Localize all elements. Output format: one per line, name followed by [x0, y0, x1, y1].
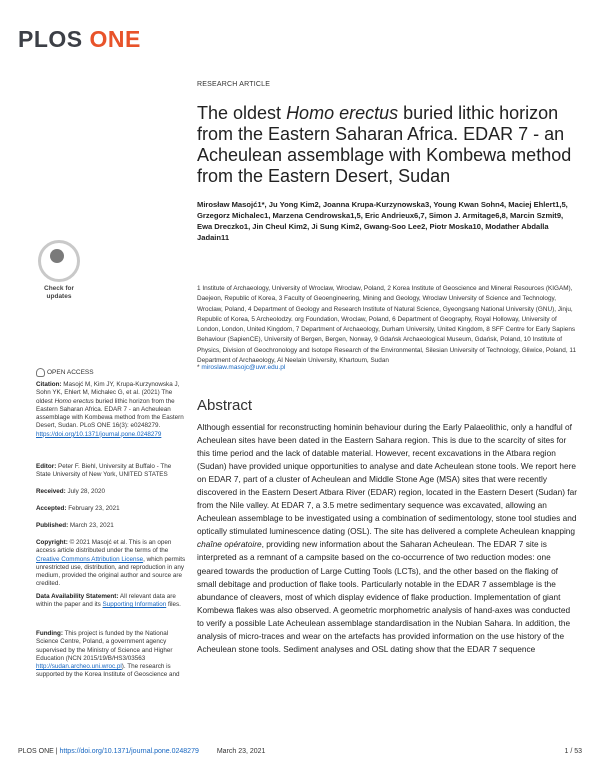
author-list: Mirosław Masojć1*, Ju Yong Kim2, Joanna Krupa-Kurzynowska3, Young Kwan Sohn4, Maciej Ehlert1,5, Grzegorz Michalec1, Marzena Cendrowska1,5, Eric Andrieux6,7, Simon J. Armitage6,8, Marcin Szmit9, Ewa Dreczko1, Jin Cheul Kim2, Ji Sung Kim2, Gwang-Soo Lee2, Piotr Moska10, Modather Abdalla Jadain11: [197, 200, 568, 242]
title-italic: Homo erectus: [286, 103, 399, 123]
editor-block: Editor: Peter F. Biehl, University at Buffalo - The State University of New York, UNITED STATES: [36, 463, 172, 479]
article-title: [197, 103, 577, 187]
title-pre: The oldest: [197, 103, 287, 123]
corr-email-link[interactable]: miroslaw.masojc@uwr.edu.pl: [201, 364, 286, 371]
citation-label: Citation:: [36, 381, 62, 388]
abstract-heading: Abstract: [197, 397, 253, 414]
article-type: RESEARCH ARTICLE: [197, 81, 271, 88]
open-access-icon: [36, 368, 45, 377]
page-number: 1 / 53: [564, 748, 582, 755]
copyright-block: Copyright: © 2021 Masojć et al. This is an open access article distributed under the terms of the Creative Commons Attribution License, which permits unrestricted use, distribution, and reproduction in any medium, provided the original author and source are credited.: [36, 539, 186, 588]
footer-date: March 23, 2021: [216, 748, 266, 755]
funding-url-link[interactable]: http://sudan.archeo.uni.wroc.pl: [36, 663, 122, 671]
abstract-italic: chaîne opératoire: [197, 539, 262, 550]
received-block: Received: July 28, 2020: [36, 488, 105, 495]
logo-one: ONE: [89, 26, 141, 52]
page-footer: PLOS ONE | https://doi.org/10.1371/journal.pone.0248279 March 23, 2021 1 / 53: [18, 748, 582, 755]
affiliations: 1 Institute of Archaeology, University of Wroclaw, Wroclaw, Poland, 2 Korea Institute of Geoscience and Mineral Resources (KIGAM), Daejeon, Republic of Korea, 3 Faculty of Geoengineering, Mining and Geology, Wroclaw University of Science and Technology, Wroclaw, Poland, 4 Department of Geology and Research Institute of Natural Science, Gyeongsang National University (GNU), Jinju, Republic of Korea, 5 Archeolodzy. org Foundation, Wroclaw, Poland, 6 Department of Geography, Royal Holloway, University of London, London, United Kingdom, 7 Department of Archaeology, Durham University, United Kingdom, 8 SFF Centre for Early Sapiens Behaviour (SapienCE), University of Bergen, Bergen, Norway, 9 Gdańsk Archaeological Museum, Gdańsk, Poland, 10 Institute of Physics, Division of Geochronology and Isotope Research of the Environmental, Silesian University of Technology, Gliwice, Poland, 11 Department of Archaeology, Al Neelain University, Khartoum, Sudan: [197, 285, 577, 365]
check-updates-label: Check for updates: [44, 285, 74, 300]
published-block: Published: March 23, 2021: [36, 522, 114, 529]
title-post: buried lithic horizon from the Eastern Saharan Africa. EDAR 7 - an Acheulean assemblage with Kombewa method from the Eastern Desert, Sudan: [197, 103, 572, 186]
citation-block: Citation: Masojć M, Kim JY, Krupa-Kurzynowska J, Sohn YK, Ehlert M, Michalec G, et al. (2021) The oldest Homo erectus buried lithic horizon from the Eastern Saharan Africa. EDAR 7 - an Acheulean assemblage with Kombewa method from the Eastern Desert, Sudan. PLoS ONE 16(3): e0248279. https://doi.org/10.1371/journal.pone.0248279: [36, 381, 184, 438]
funding-block: Funding: This project is funded by the National Science Centre, Poland, a government agency supervised by the Ministry of Science and Higher Education (NCN 2015/19/B/HS3/03563 http://sudan.archeo.uni.wroc.pl). The research is supported by the Korea Institute of Geoscience and: [36, 630, 180, 679]
accepted-block: Accepted: February 23, 2021: [36, 505, 120, 512]
supporting-information-link[interactable]: Supporting Information: [102, 601, 167, 609]
open-access-label: OPEN ACCESS: [36, 368, 94, 377]
abstract-text: [197, 421, 577, 656]
journal-logo: [18, 26, 141, 53]
check-updates-icon: [38, 240, 80, 282]
abstract-part-1: Although essential for reconstructing hominin behaviour during the Early Palaeolithic, only a handful of Acheulean sites have been dated in the Eastern Sahara region. This is due to the scarcity of sites for this time period and the lack of datable material. However, recent excavations in the Atbara region (Sudan) have provided unique opportunities to analyse and date Acheulean stone tools. We report here on EDAR 7, part of a cluster of Acheulean and Middle Stone Age (MSA) sites that were recently discovered in the Eastern Desert Atbara River (EDAR) region, located in the Eastern Desert (Sudan) far from the Nile valley. At EDAR 7, a 3.5 metre sedimentary sequence was excavated, allowing an Acheulean assemblage to be investigated using a combination of sedimentology, stone tool studies and optically stimulated luminescence dating (OSL). The site has delivered a complete Acheulean knapping: [197, 422, 577, 537]
footer-journal: PLOS ONE: [18, 748, 54, 755]
license-link[interactable]: Creative Commons Attribution License: [36, 555, 144, 563]
footer-doi-link[interactable]: https://doi.org/10.1371/journal.pone.0248279: [59, 748, 199, 755]
abstract-part-2: , providing new information about the Saharan Acheulean. The EDAR 7 site is interpreted as a remnant of a campsite based on the co-occurrence of two reduction modes: one geared towards the production of Large Cutting Tools (LCTs), and the other based on the flaking of small debitage and production of flake tools. Particularly notable in the EDAR 7 assemblage is the abundance of cleavers, most of which display evidence of flake production. Implementation of giant Kombewa flakes was also observed. A geometric morphometric analysis of hand-axes was conducted to verify a possible Late Acheulean assemblage standardisation in the Nubian Sahara. In addition, the analysis of micro-traces and wear on the artefacts has provided information on the use history of the Acheulean stone tools. Sediment analyses and OSL dating show that the EDAR 7 sequence: [197, 539, 571, 654]
data-availability-block: Data Availability Statement: All relevant data are within the paper and its Supporting Information files.: [36, 593, 181, 609]
logo-plos: PLOS: [18, 26, 83, 52]
corresponding-author: [197, 364, 285, 371]
citation-doi-link[interactable]: https://doi.org/10.1371/journal.pone.0248279: [36, 430, 162, 438]
corr-mark: *: [197, 364, 202, 371]
check-for-updates-button[interactable]: [34, 240, 84, 298]
